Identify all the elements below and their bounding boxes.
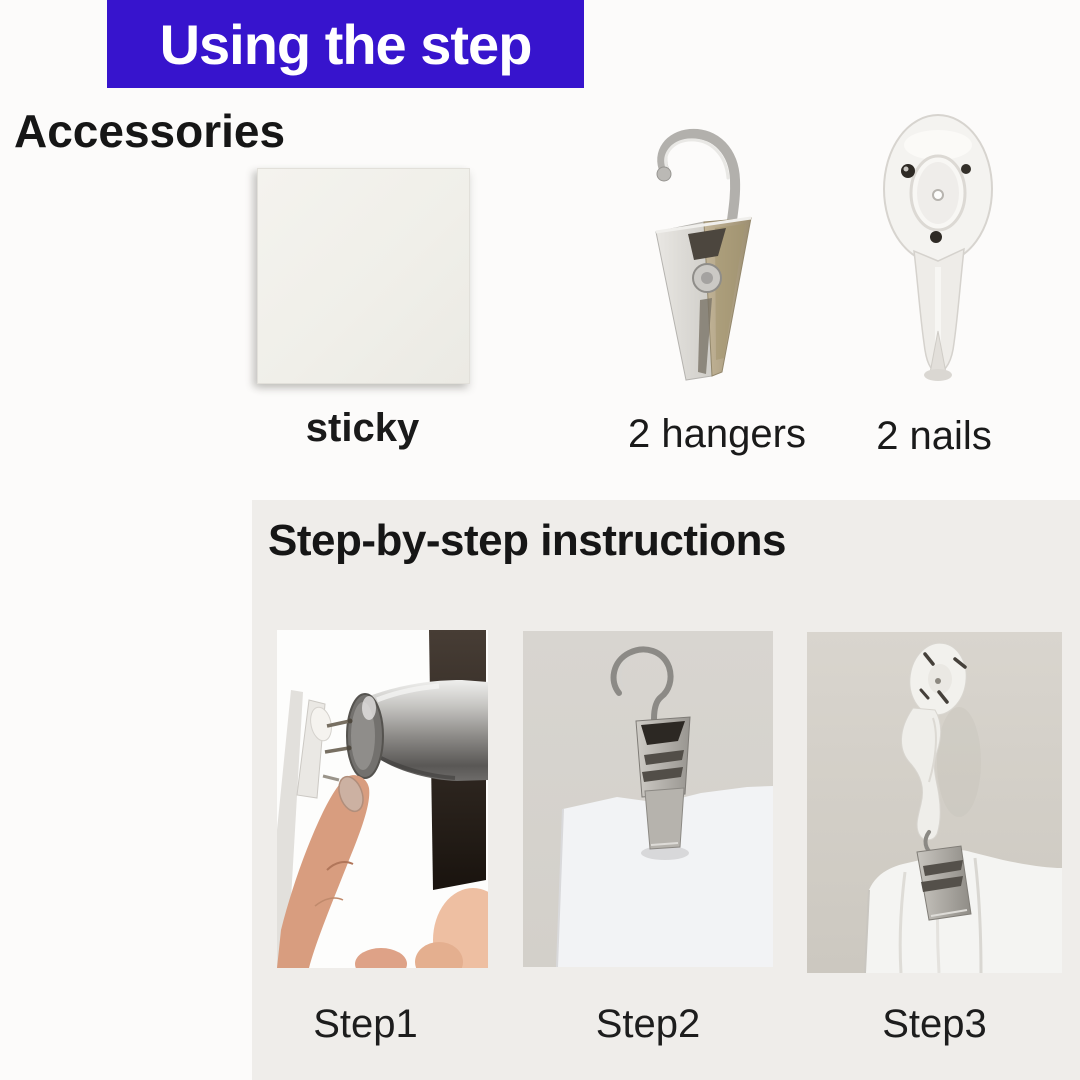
accessories-heading: Accessories [14, 105, 286, 157]
step1-photo [277, 630, 488, 968]
instructions-heading: Step-by-step instructions [268, 516, 786, 565]
accessory-label-nails: 2 nails [876, 414, 992, 458]
title-banner [107, 0, 584, 88]
step1-label: Step1 [313, 1002, 418, 1046]
step2-label: Step2 [595, 1002, 701, 1046]
banner-title: Using the step [159, 12, 532, 76]
step3-photo [807, 632, 1062, 973]
accessory-label-sticky: sticky [305, 406, 420, 450]
hanger-clip-icon [630, 108, 770, 392]
wall-hook-icon [878, 103, 1000, 395]
step2-photo [523, 631, 773, 967]
step3-label: Step3 [882, 1002, 987, 1046]
accessory-label-hangers: 2 hangers [628, 412, 806, 456]
sticky-pad-icon [257, 168, 470, 384]
